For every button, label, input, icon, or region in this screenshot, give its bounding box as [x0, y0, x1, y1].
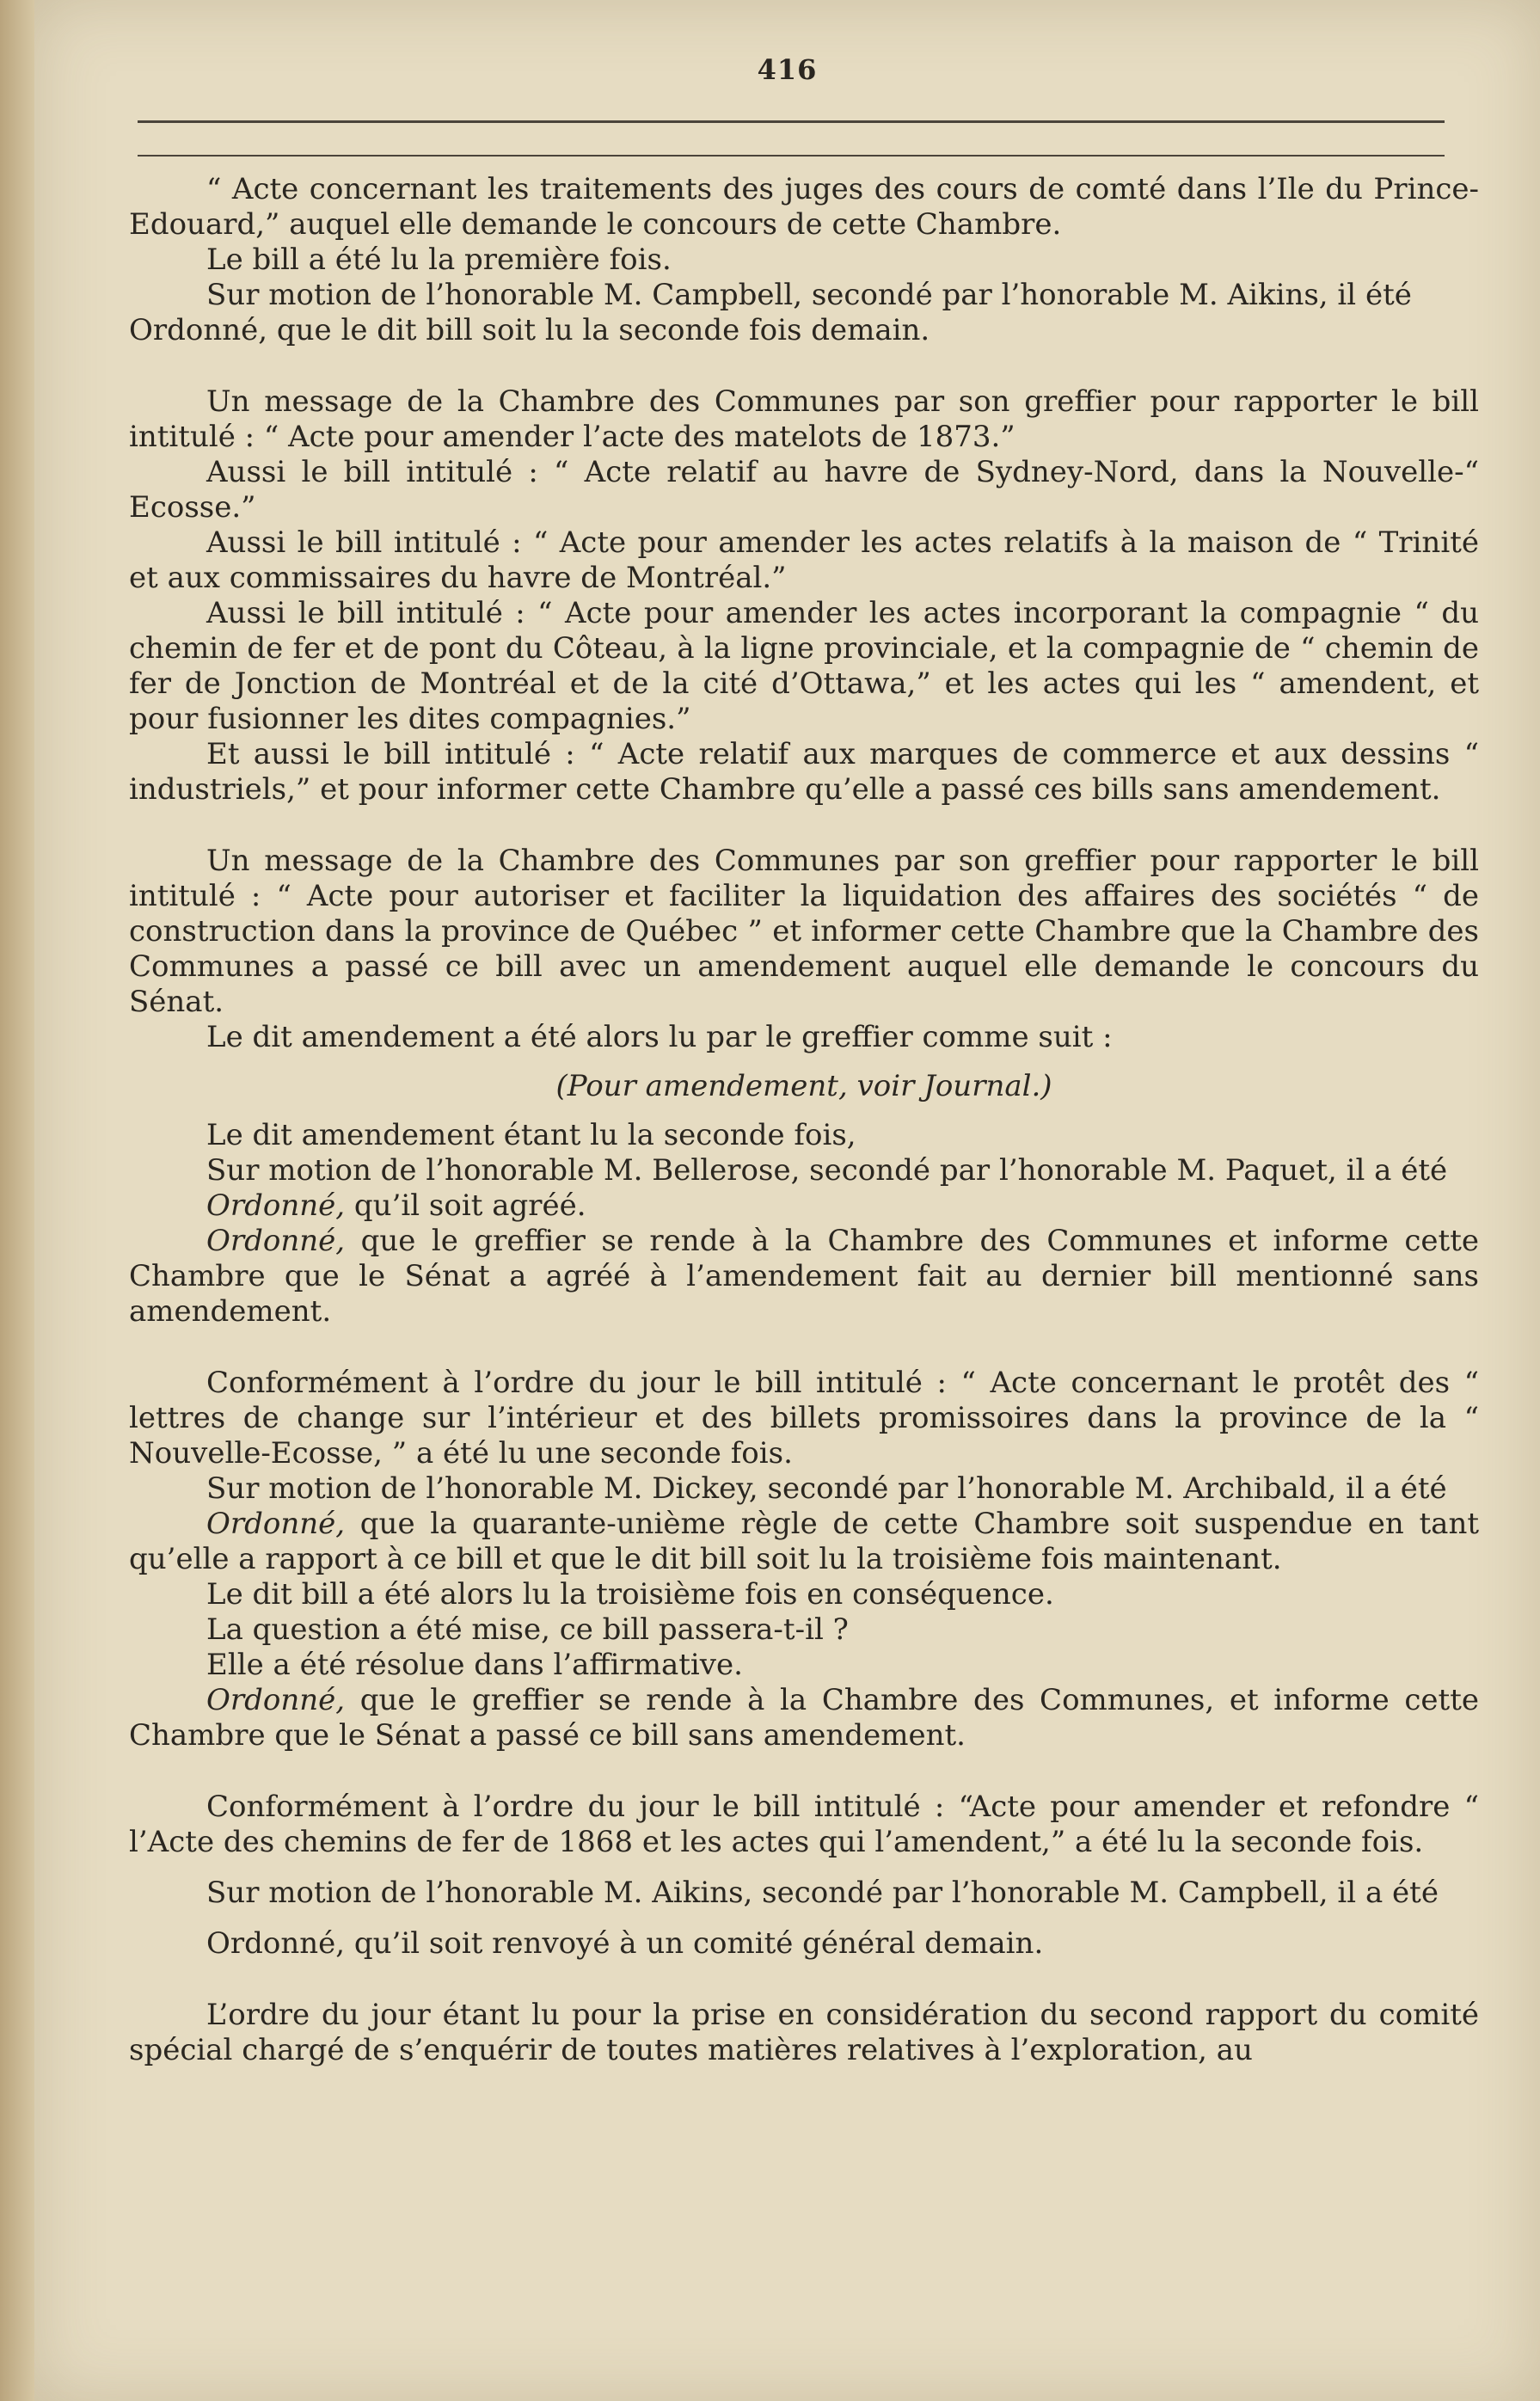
paragraph-text: que le greffier se rende à la Chambre des Communes, et informe cette Chambre que le Sénat a passé ce bill sans amendement. — [129, 1683, 1479, 1753]
paragraph: Sur motion de l’honorable M. Aikins, secondé par l’honorable M. Campbell, il a été — [206, 1876, 1439, 1910]
paragraph: Et aussi le bill intitulé : “ Acte relatif aux marques de commerce et aux dessins “ industriels,” et pour informer cette Chambre qu’elle a passé ces bills sans amendement. — [129, 737, 1479, 807]
paragraph — [129, 1224, 1479, 1329]
paragraph: “ Acte concernant les traitements des juges des cours de comté dans l’Ile du Prince-Edouard,” auquel elle demande le concours de cette Chambre. — [129, 172, 1479, 242]
ordonne-italic: Ordonné, — [206, 1507, 346, 1541]
paragraph: Ordonné, que le dit bill soit lu la seconde fois demain. — [129, 313, 930, 347]
paragraph: L’ordre du jour étant lu pour la prise en considération du second rapport du comité spécial chargé de s’enquérir de toutes matières relatives à l’exploration, au — [129, 1998, 1479, 2067]
paragraph: Le dit bill a été alors lu la troisième fois en conséquence. — [206, 1577, 1054, 1612]
paragraph — [129, 1683, 1479, 1753]
paragraph: Sur motion de l’honorable M. Campbell, secondé par l’honorable M. Aikins, il été — [206, 278, 1412, 312]
ordonne-italic: Ordonné, — [206, 1683, 346, 1717]
paragraph: Elle a été résolue dans l’affirmative. — [206, 1648, 743, 1682]
paragraph: Aussi le bill intitulé : “ Acte pour amender les actes incorporant la compagnie “ du chemin de fer et de pont du Côteau, à la ligne provinciale, et la compagnie de “ chemin de fer de Jonction de Montréal et de la cité d’Ottawa,” et les actes qui les “ amendent, et pour fusionner les dites compagnies.” — [129, 596, 1479, 736]
ordonne-italic: Ordonné, — [206, 1224, 346, 1258]
paragraph: Conformément à l’ordre du jour le bill intitulé : “ Acte concernant le protêt des “ lettres de change sur l’intérieur et des billets promissoires dans la province de la “ Nouvelle-Ecosse, ” a été lu une seconde fois. — [129, 1366, 1479, 1471]
paragraph-text: que le greffier se rende à la Chambre des Communes et informe cette Chambre que le Sénat a agréé à l’amendement fait au dernier bill mentionné sans amendement. — [129, 1224, 1479, 1329]
paragraph: Conformément à l’ordre du jour le bill intitulé : “Acte pour amender et refondre “ l’Acte des chemins de fer de 1868 et les actes qui l’amendent,” a été lu la seconde fois. — [129, 1790, 1479, 1859]
book-spine-shadow — [0, 0, 34, 2401]
paragraph: Le bill a été lu la première fois. — [206, 243, 672, 277]
paragraph: Ordonné, qu’il soit renvoyé à un comité général demain. — [206, 1926, 1044, 1961]
paragraph: Un message de la Chambre des Communes par son greffier pour rapporter le bill intitulé : “ Acte pour amender l’acte des matelots de 1873.” — [129, 384, 1479, 454]
page-body — [129, 172, 1479, 2068]
ordonne-italic: Ordonné, — [206, 1188, 346, 1223]
document-page — [34, 0, 1540, 2401]
italic-note: (Pour amendement, voir Journal.) — [555, 1069, 1052, 1103]
paragraph — [129, 1188, 1479, 1224]
paragraph: Un message de la Chambre des Communes par son greffier pour rapporter le bill intitulé : “ Acte pour autoriser et faciliter la liquidation des affaires des sociétés “ de construction dans la province de Québec ” et informer cette Chambre que la Chambre des Communes a passé ce bill avec un amendement auquel elle demande le concours du Sénat. — [129, 844, 1479, 1019]
paragraph: Aussi le bill intitulé : “ Acte pour amender les actes relatifs à la maison de “ Trinité et aux commissaires du havre de Montréal.” — [129, 525, 1479, 595]
paragraph — [129, 1507, 1479, 1577]
paragraph: Sur motion de l’honorable M. Dickey, secondé par l’honorable M. Archibald, il a été — [206, 1471, 1447, 1506]
paragraph: Le dit amendement a été alors lu par le greffier comme suit : — [206, 1020, 1113, 1054]
header-rule — [138, 120, 1445, 123]
paragraph: Sur motion de l’honorable M. Bellerose, secondé par l’honorable M. Paquet, il a été — [206, 1153, 1448, 1188]
paragraph: Le dit amendement étant lu la seconde fois, — [206, 1118, 856, 1152]
paragraph-text: que la quarante-unième règle de cette Chambre soit suspendue en tant qu’elle a rapport à ce bill et que le dit bill soit lu la troisième fois maintenant. — [129, 1507, 1479, 1576]
paragraph: La question a été mise, ce bill passera-t-il ? — [206, 1612, 849, 1647]
header-rule-thin — [138, 155, 1445, 157]
paragraph-text: qu’il soit agréé. — [345, 1188, 586, 1223]
page-number: 416 — [757, 53, 818, 86]
paragraph: Aussi le bill intitulé : “ Acte relatif au havre de Sydney-Nord, dans la Nouvelle-“ Ecosse.” — [129, 455, 1479, 525]
